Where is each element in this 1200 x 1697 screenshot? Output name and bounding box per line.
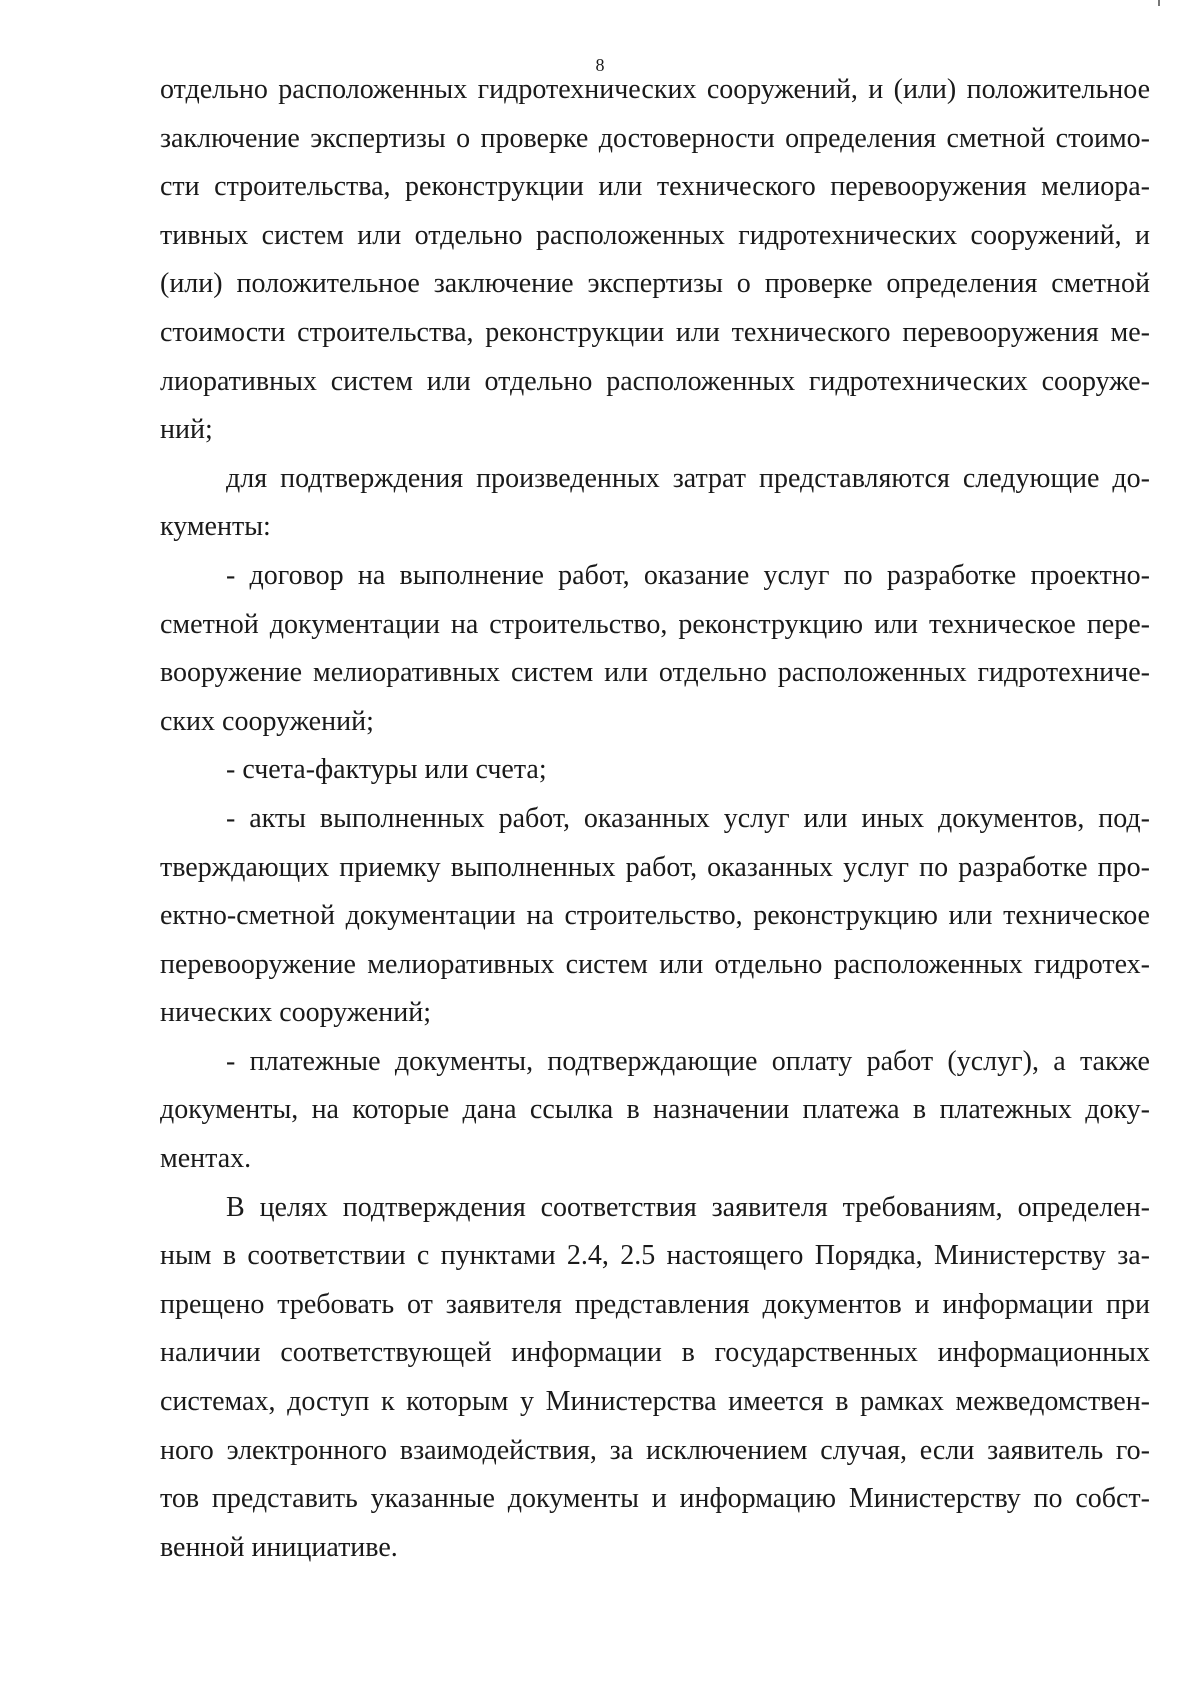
text-line: документы, на которые дана ссылка в назначении платежа в платежных доку-: [160, 1094, 1150, 1126]
text-line: стоимости строительства, реконструкции или технического перевооружения ме-: [160, 316, 1150, 348]
text-line: В целях подтверждения соответствия заявителя требованиям, определен-: [226, 1191, 1150, 1223]
text-line: ным в соответствии с пунктами 2.4, 2.5 настоящего Порядка, Министерству за-: [160, 1240, 1150, 1272]
text-line: ного электронного взаимодействия, за исключением случая, если заявитель го-: [160, 1434, 1150, 1466]
text-line: - договор на выполнение работ, оказание услуг по разработке проектно-: [226, 559, 1150, 591]
text-line: системах, доступ к которым у Министерства имеется в рамках межведомствен-: [160, 1386, 1150, 1418]
text-line: сти строительства, реконструкции или технического перевооружения мелиора-: [160, 171, 1150, 203]
text-line: наличии соответствующей информации в государственных информационных: [160, 1337, 1150, 1369]
text-line: (или) положительное заключение экспертизы о проверке определения сметной: [160, 268, 1150, 300]
paragraph: [160, 795, 1150, 1038]
paragraph: [160, 1184, 1150, 1573]
text-line: заключение экспертизы о проверке достоверности определения сметной стоимо-: [160, 122, 1150, 154]
paragraph: [160, 455, 1150, 552]
text-line: ских сооружений;: [160, 705, 374, 737]
page-number: 8: [595, 55, 605, 75]
text-line: тверждающих приемку выполненных работ, оказанных услуг по разработке про-: [160, 851, 1150, 883]
text-line: перевооружение мелиоративных систем или отдельно расположенных гидротех-: [160, 948, 1150, 980]
text-line: ментах.: [160, 1143, 252, 1175]
paragraph: [160, 1038, 1150, 1184]
text-line: тов представить указанные документы и информацию Министерству по собст-: [160, 1483, 1150, 1515]
text-line: отдельно расположенных гидротехнических сооружений, и (или) положительное: [160, 74, 1150, 105]
text-line: тивных систем или отдельно расположенных гидротехнических сооружений, и: [160, 219, 1150, 251]
scan-corner-mark: [1158, 0, 1160, 6]
paragraph: [160, 66, 1150, 455]
text-line: - счета-фактуры или счета;: [226, 754, 547, 786]
text-line: прещено требовать от заявителя представления документов и информации при: [160, 1288, 1150, 1320]
text-line: лиоративных систем или отдельно расположенных гидротехнических сооруже-: [160, 365, 1150, 397]
text-line: кументы:: [160, 511, 271, 543]
body-text: [160, 66, 1150, 1572]
text-line: нических сооружений;: [160, 997, 432, 1029]
paragraph: [160, 552, 1150, 746]
text-line: ний;: [160, 414, 213, 446]
text-line: - акты выполненных работ, оказанных услуг или иных документов, под-: [226, 802, 1150, 834]
paragraph: [160, 746, 1150, 795]
text-line: вооружение мелиоративных систем или отдельно расположенных гидротехниче-: [160, 657, 1150, 689]
text-line: - платежные документы, подтверждающие оплату работ (услуг), а также: [226, 1045, 1150, 1077]
text-line: для подтверждения произведенных затрат представляются следующие до-: [226, 462, 1150, 494]
text-line: сметной документации на строительство, реконструкцию или техническое пере-: [160, 608, 1150, 640]
text-line: ектно-сметной документации на строительство, реконструкцию или техническое: [160, 900, 1150, 932]
text-line: венной инициативе.: [160, 1531, 398, 1563]
